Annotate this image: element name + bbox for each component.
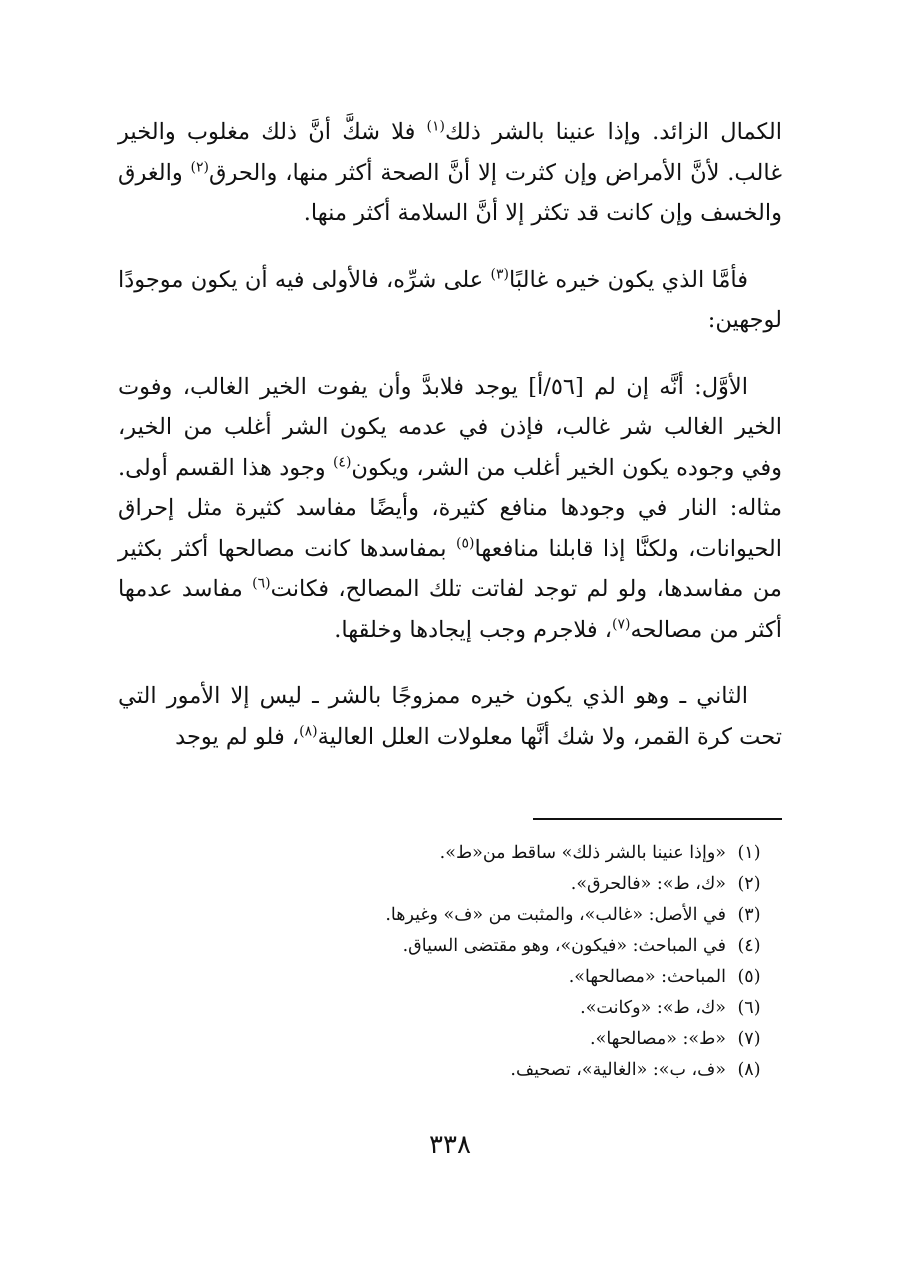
footnote-marker: (٣): [490, 266, 509, 282]
footnote-marker: (٤): [332, 454, 352, 470]
footnote-item: [118, 931, 782, 962]
footnote-text: في الأصل: «غالب»، والمثبت من «ف» وغيرها.: [385, 905, 726, 925]
footnote-number: (٥): [737, 967, 761, 987]
footnote-marker: (٧): [612, 616, 631, 632]
footnote-text: في المباحث: «فيكون»، وهو مقتضى السياق.: [402, 936, 726, 956]
paragraph-text: مفاسد عدمها أكثر من مصالحه: [118, 576, 782, 643]
footnote-number: (٦): [737, 998, 761, 1018]
footnote-number: (١): [737, 843, 761, 863]
paragraph-text: وجود هذا القسم أولى. مثاله: النار في وجودها منافع كثيرة، وأيضًا مفاسد كثيرة مثل إحراق الحيوانات، ولكنَّا إذا قابلنا منافعها: [118, 454, 783, 562]
footnote-number: (٤): [737, 936, 761, 956]
paragraph-text: الكمال الزائد. وإذا عنينا بالشر ذلك: [445, 119, 782, 145]
page-number: ٣٣٨: [429, 1130, 471, 1160]
footnote-text: المباحث: «مصالحها».: [568, 967, 726, 987]
footnote-item: [118, 838, 782, 869]
footnote-marker: (٥): [456, 535, 475, 551]
paragraph-text: فأمَّا الذي يكون خيره غالبًا: [508, 266, 749, 293]
paragraph-text: والغرق والخسف وإن كانت قد تكثر إلا أنَّ السلامة أكثر منها.: [118, 159, 782, 226]
footnote-text: «ك، ط»: «فالحرق».: [570, 874, 726, 894]
footnote-marker: (١): [426, 118, 446, 135]
paragraph-text: الثاني ـ وهو الذي يكون خيره ممزوجًا بالشر ـ ليس إلا الأمور التي تحت كرة القمر، ولا شك أنَّها معلولات العلل العالية: [118, 683, 782, 750]
footnote-item: [118, 962, 782, 993]
paragraph-text: على شرِّه، فالأولى فيه أن يكون موجودًا لوجهين:: [118, 266, 782, 333]
paragraph: [118, 367, 782, 651]
paragraph-text: بمفاسدها كانت مصالحها أكثر بكثير من مفاسدها، ولو لم توجد لفاتت تلك المصالح، فكانت: [118, 535, 782, 602]
footnote-number: (٣): [737, 905, 761, 925]
paragraph-text: فلا شكَّ أنَّ ذلك مغلوب والخير غالب. لأنَّ الأمراض وإن كثرت إلا أنَّ الصحة أكثر منها، والحرق: [118, 119, 782, 186]
paragraph-text: الأوَّل: أنَّه إن لم [٥٦/أ] يوجد فلابدَّ وأن يفوت الخير الغالب، وفوت الخير الغالب شر غالب، فإذن في عدمه يكون الشر أغلب من الخير، وفي وجوده يكون الخير أغلب من الشر، ويكون: [118, 373, 782, 481]
footnote-text: «ك، ط»: «وكانت».: [580, 998, 726, 1018]
paragraph: [118, 676, 782, 757]
footnote-text: «ف، ب»: «الغالية»، تصحيف.: [510, 1060, 726, 1080]
paragraph: [118, 260, 782, 341]
footnote-item: [118, 993, 782, 1024]
footnote-item: [118, 1055, 782, 1086]
footnote-marker: (٦): [252, 575, 271, 592]
footnote-item: [118, 900, 782, 931]
footnote-number: (٧): [737, 1029, 761, 1049]
footnote-item: [118, 1024, 782, 1055]
paragraph: [118, 112, 782, 234]
paragraph-text: ، فلو لم يوجد: [175, 723, 300, 750]
footnote-text: «وإذا عنينا بالشر ذلك» ساقط من«ط».: [439, 843, 726, 863]
footnote-marker: (٢): [190, 159, 209, 175]
footnote-number: (٢): [737, 874, 761, 894]
footnote-number: (٨): [737, 1060, 761, 1080]
footnote-separator: [533, 818, 782, 820]
paragraph-text: ، فلاجرم وجب إيجادها وخلقها.: [334, 616, 613, 643]
footnote-text: «ط»: «مصالحها».: [590, 1029, 726, 1049]
footnote-item: [118, 869, 782, 900]
main-text: [118, 112, 782, 783]
footnotes: [118, 838, 782, 1086]
footnote-marker: (٨): [299, 723, 318, 739]
